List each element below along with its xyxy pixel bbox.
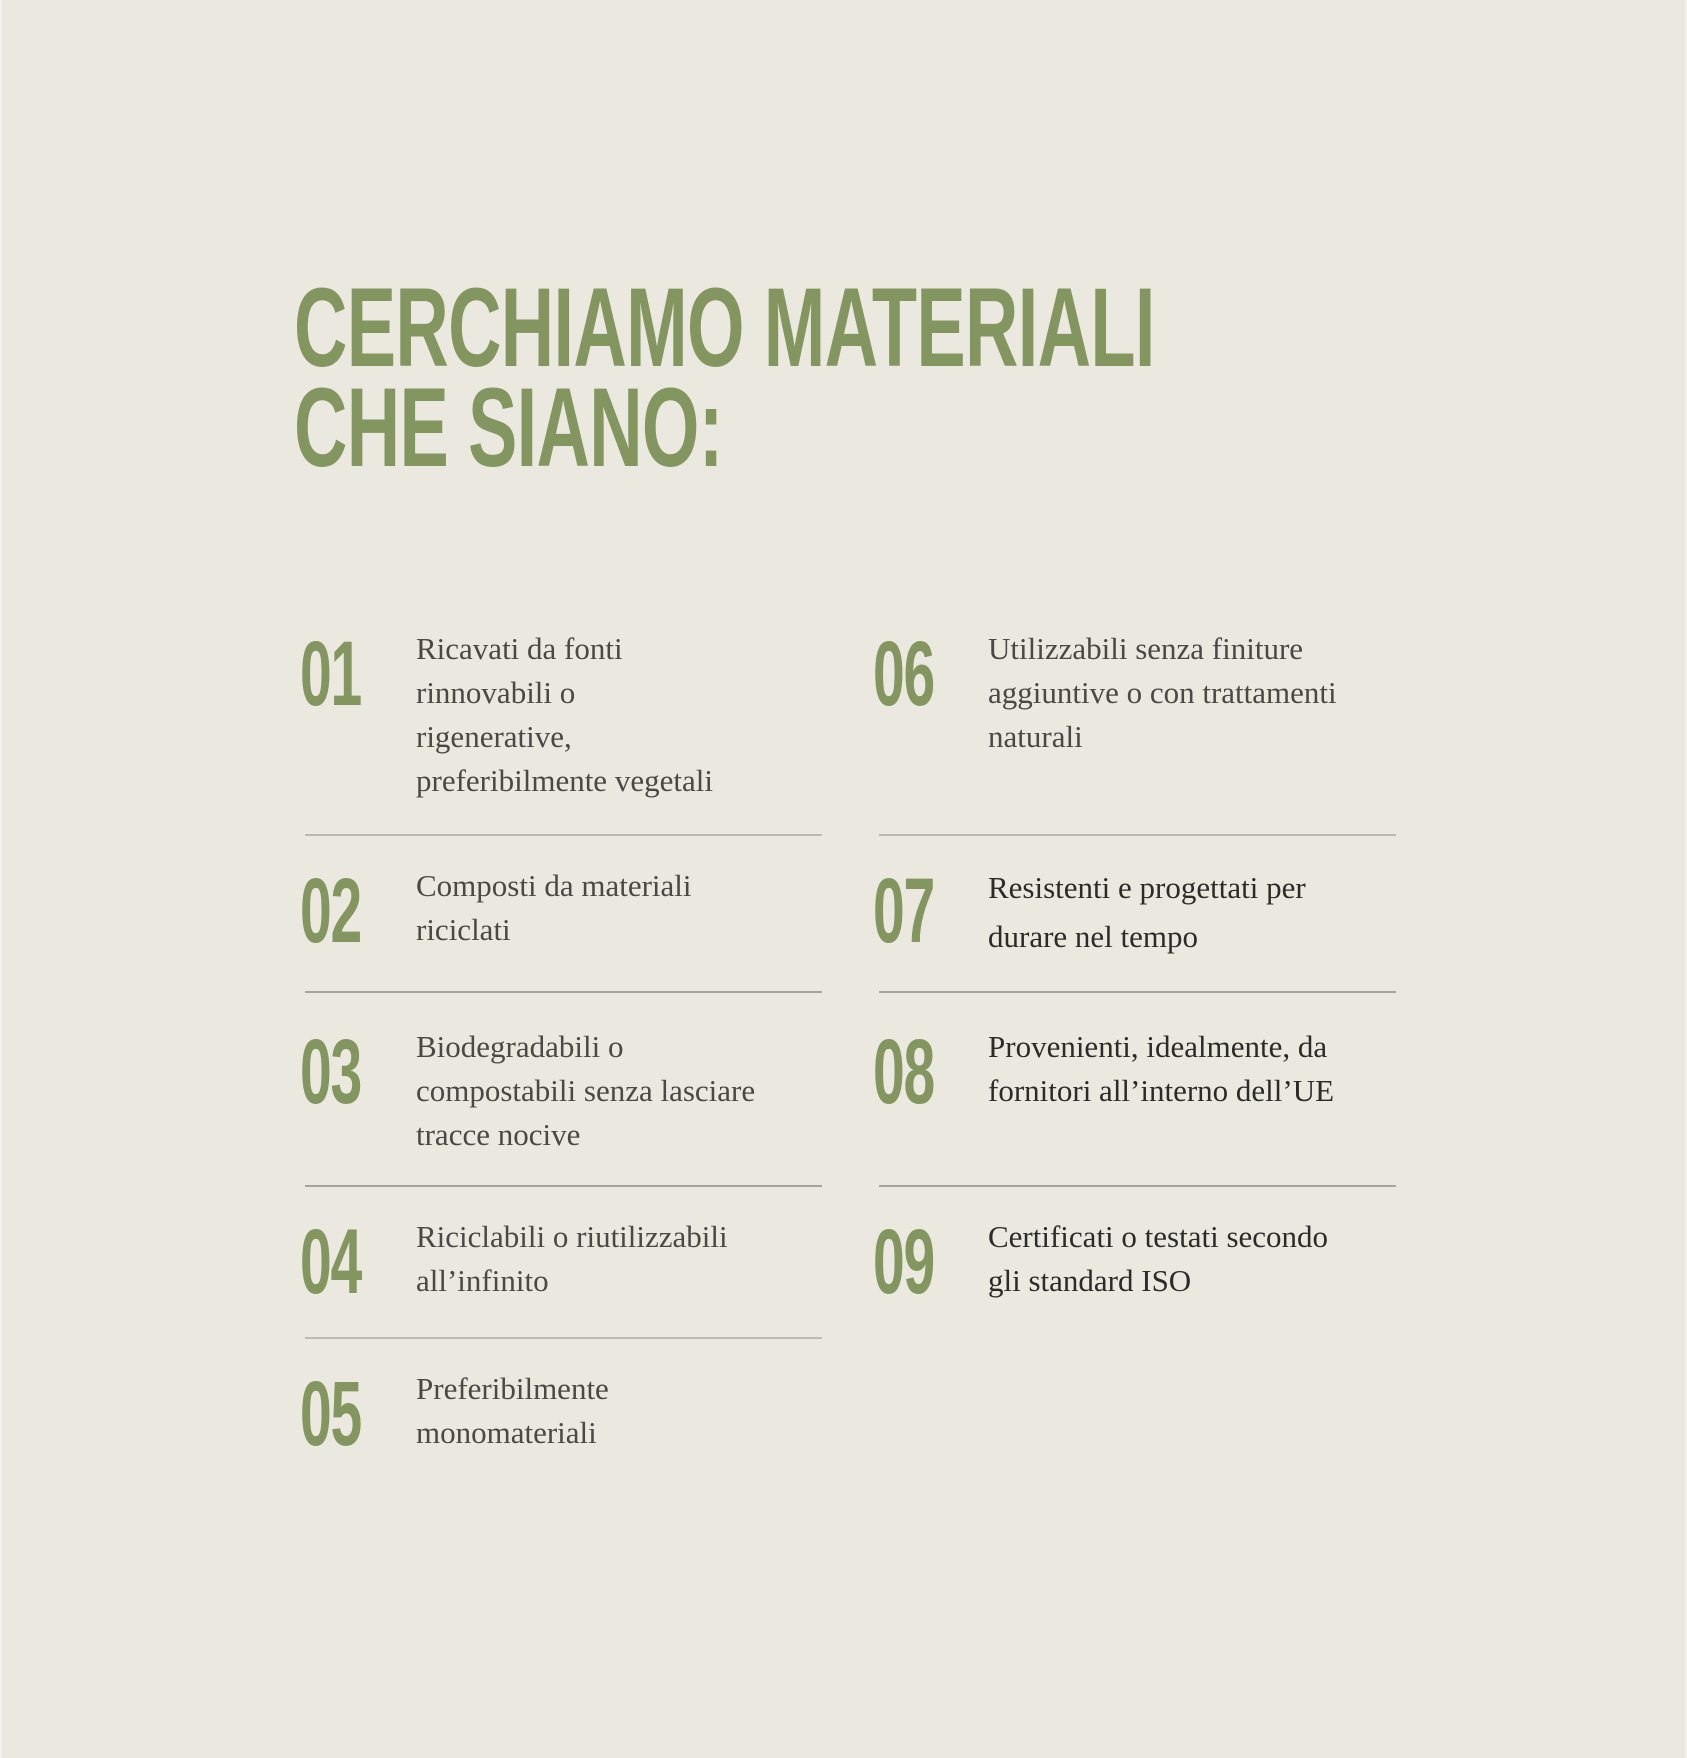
item-number: 05 bbox=[300, 1363, 361, 1465]
item-text-line: preferibilmente vegetali bbox=[416, 763, 713, 798]
divider bbox=[305, 991, 822, 993]
item-text bbox=[988, 627, 1337, 759]
item-text-line: gli standard ISO bbox=[988, 1263, 1192, 1298]
item-text-line: Resistenti e progettati per bbox=[988, 870, 1306, 905]
item-text-line: monomateriali bbox=[416, 1415, 597, 1450]
item-text bbox=[416, 864, 692, 952]
divider bbox=[305, 1185, 822, 1187]
item-text bbox=[988, 863, 1306, 961]
item-text-line: Biodegradabili o bbox=[416, 1029, 624, 1064]
divider bbox=[879, 991, 1396, 993]
title-line-1: CERCHIAMO MATERIALI bbox=[294, 265, 1155, 390]
item-number: 02 bbox=[300, 860, 361, 962]
item-text-line: Ricavati da fonti bbox=[416, 631, 623, 666]
item-text-line: tracce nocive bbox=[416, 1117, 581, 1152]
item-text-line: riciclati bbox=[416, 912, 511, 947]
item-number: 03 bbox=[300, 1021, 361, 1123]
item-text-line: Provenienti, idealmente, da bbox=[988, 1029, 1328, 1064]
item-text bbox=[416, 1367, 609, 1455]
item-number: 08 bbox=[873, 1021, 934, 1123]
item-text-line: aggiuntive o con trattamenti bbox=[988, 675, 1337, 710]
item-text bbox=[988, 1025, 1334, 1113]
item-text-line: compostabili senza lasciare bbox=[416, 1073, 756, 1108]
page-title bbox=[294, 265, 1155, 490]
divider bbox=[879, 834, 1396, 836]
item-text-line: Certificati o testati secondo bbox=[988, 1219, 1329, 1254]
item-number: 07 bbox=[873, 860, 934, 962]
divider bbox=[305, 1337, 822, 1339]
item-text bbox=[416, 627, 713, 803]
divider bbox=[879, 1185, 1396, 1187]
item-text-line: fornitori all’interno dell’UE bbox=[988, 1073, 1335, 1108]
item-text bbox=[988, 1215, 1328, 1303]
divider bbox=[305, 834, 822, 836]
page-edge-left bbox=[0, 0, 2, 1758]
item-number: 06 bbox=[873, 623, 934, 725]
item-text-line: durare nel tempo bbox=[988, 919, 1199, 954]
item-number: 04 bbox=[300, 1211, 361, 1313]
item-number: 09 bbox=[873, 1211, 934, 1313]
item-text-line: rinnovabili o bbox=[416, 675, 576, 710]
item-number: 01 bbox=[300, 623, 361, 725]
item-text-line: Riciclabili o riutilizzabili bbox=[416, 1219, 728, 1254]
item-text-line: Utilizzabili senza finiture bbox=[988, 631, 1304, 666]
item-text-line: Preferibilmente bbox=[416, 1371, 609, 1406]
title-line-2: CHE SIANO: bbox=[294, 365, 723, 490]
item-text-line: all’infinito bbox=[416, 1263, 549, 1298]
item-text-line: naturali bbox=[988, 719, 1083, 754]
item-text-line: Composti da materiali bbox=[416, 868, 692, 903]
item-text bbox=[416, 1215, 728, 1303]
item-text-line: rigenerative, bbox=[416, 719, 572, 754]
item-text bbox=[416, 1025, 755, 1157]
